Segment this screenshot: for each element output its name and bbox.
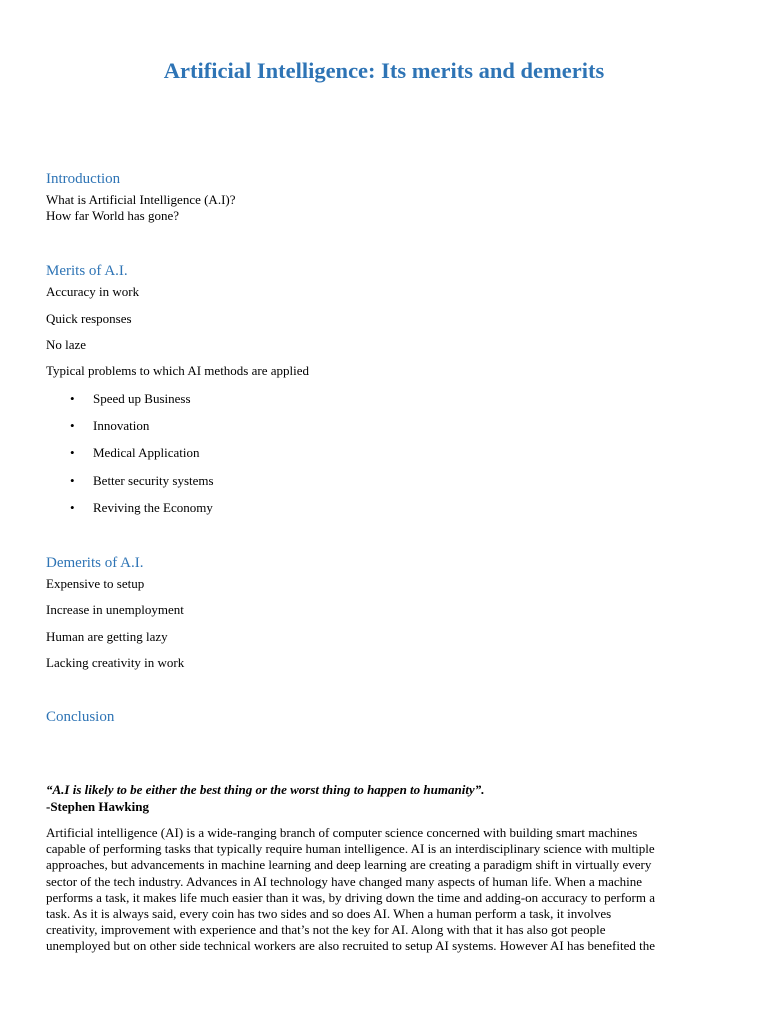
bullet-list-item (70, 473, 214, 489)
paragraph-line: capable of performing tasks that typically require human intelligence. AI is an interdisciplinary science with multiple (46, 841, 655, 857)
paragraph-line: performs a task, it makes life much easier than it was, by driving down the time and adding-on accuracy to perform a (46, 889, 656, 905)
bullet-list-item (70, 500, 213, 516)
bullet-icon: • (70, 473, 75, 488)
bullet-list-item (70, 391, 191, 407)
merits-item: No laze (46, 337, 87, 352)
demerits-heading: Demerits of A.I. (46, 555, 144, 571)
paragraph-line: sector of the tech industry. Advances in AI technology have changed many aspects of human life. When a machine (46, 873, 643, 889)
paragraph-line: task. As it is always said, every coin has two sides and so does AI. When a human perform a task, it involves (46, 906, 612, 922)
demerits-item: Expensive to setup (46, 576, 145, 591)
merits-item: Quick responses (46, 311, 132, 326)
introduction-heading: Introduction (46, 171, 121, 187)
introduction-line: How far World has gone? (46, 208, 180, 223)
paragraph-line: approaches, but advancements in machine learning and deep learning are creating a paradigm shift in virtually every (46, 857, 652, 873)
bullet-icon: • (70, 445, 75, 460)
merits-heading: Merits of A.I. (46, 263, 128, 279)
bullet-list-item (70, 418, 149, 434)
conclusion-paragraph (46, 825, 718, 955)
bullet-text: Better security systems (93, 473, 214, 488)
demerits-item: Increase in unemployment (46, 602, 184, 617)
merits-item: Typical problems to which AI methods are applied (46, 363, 309, 378)
quote-author: -Stephen Hawking (46, 799, 149, 814)
merits-item: Accuracy in work (46, 284, 140, 299)
introduction-line: What is Artificial Intelligence (A.I)? (46, 192, 236, 207)
bullet-text: Innovation (93, 418, 150, 433)
bullet-text: Medical Application (93, 445, 200, 460)
paragraph-line: creativity, improvement with experience and that’s not the key for AI. Along with that it has also got people (46, 922, 606, 938)
bullet-list-item (70, 445, 200, 461)
bullet-icon: • (70, 391, 75, 406)
document-title: Artificial Intelligence: Its merits and demerits (163, 58, 605, 83)
bullet-text: Speed up Business (93, 391, 191, 406)
demerits-item: Lacking creativity in work (46, 655, 185, 670)
quote-text: “A.I is likely to be either the best thing or the worst thing to happen to humanity”. (46, 782, 485, 797)
paragraph-line: Artificial intelligence (AI) is a wide-ranging branch of computer science concerned with building smart machines (46, 825, 638, 840)
bullet-text: Reviving the Economy (93, 500, 213, 515)
paragraph-line: unemployed but on other side technical workers are also recruited to setup AI systems. However AI has benefited the (46, 938, 656, 954)
bullet-icon: • (70, 500, 75, 515)
demerits-item: Human are getting lazy (46, 629, 168, 644)
bullet-icon: • (70, 418, 75, 433)
conclusion-heading: Conclusion (46, 709, 115, 725)
